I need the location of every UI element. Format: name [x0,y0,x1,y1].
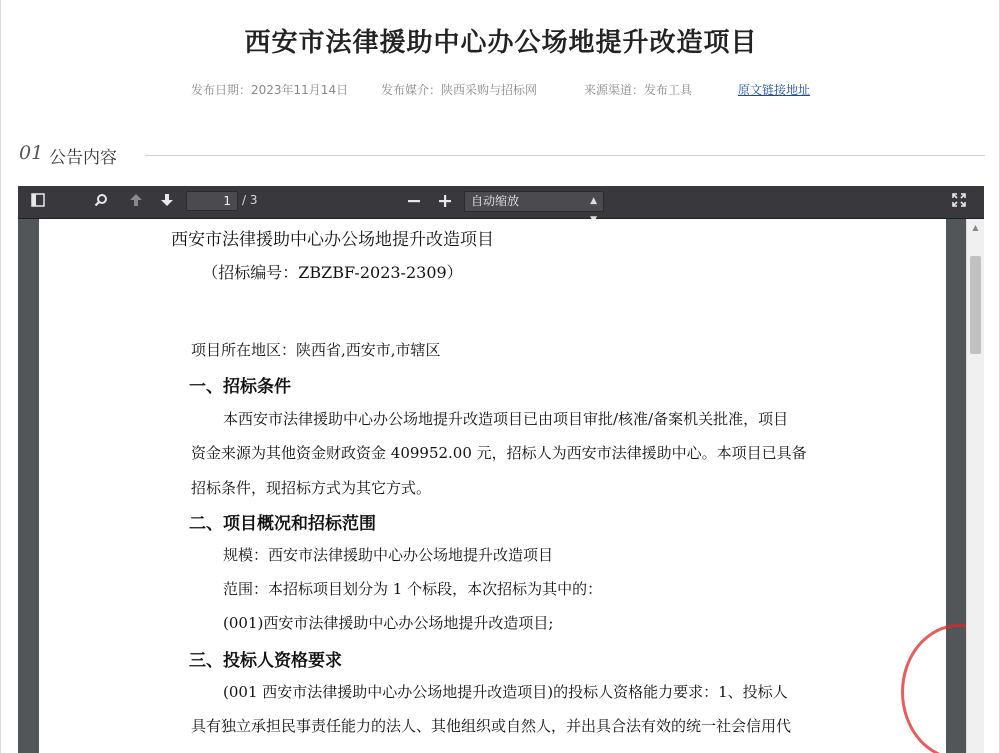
doc-scale: 规模：西安市法律援助中心办公场地提升改造项目 [223,546,554,564]
doc-paragraph-line: 本西安市法律援助中心办公场地提升改造项目已由项目审批/核准/备案机关批准，项目 [223,410,789,428]
doc-heading-1: 一、招标条件 [189,377,291,397]
pdf-viewer [18,186,984,753]
doc-lot: (001)西安市法律援助中心办公场地提升改造项目; [223,614,554,632]
doc-title: 西安市法律援助中心办公场地提升改造项目 [171,230,494,250]
pdf-toolbar [18,186,984,219]
presentation-mode-icon[interactable] [947,191,971,213]
scrollbar-thumb[interactable] [970,256,981,354]
updown-arrow-icon: ▲ [590,196,597,206]
page-title: 西安市法律援助中心办公场地提升改造项目 [244,28,758,58]
doc-paragraph-line: (001 西安市法律援助中心办公场地提升改造项目)的投标人资格能力要求：1、投标人 [223,683,788,701]
scrollbar[interactable] [966,219,984,753]
doc-heading-3: 三、投标人资格要求 [189,651,342,671]
page-number-input[interactable]: 1 [186,191,238,211]
doc-paragraph-line: 资金来源为其他资金财政资金 409952.00 元，招标人为西安市法律援助中心。本项目已具备 [191,444,807,462]
meta-info [1,81,1000,99]
sidebar-toggle-icon[interactable] [26,191,50,213]
doc-heading-2: 二、项目概况和招标范围 [189,514,376,534]
section-header [19,142,985,168]
search-icon[interactable] [89,191,113,213]
minus-icon[interactable] [402,191,426,213]
doc-paragraph-line: 招标条件，现招标方式为其它方式。 [191,479,432,497]
arrow-down-icon[interactable] [155,191,179,213]
publish-media: 发布媒介：陕西采购与招标网 [381,83,538,97]
page-total: / 3 [242,193,258,207]
document-area[interactable] [18,219,967,753]
scroll-up-arrow-icon[interactable]: ▲ [972,223,979,232]
doc-scope: 范围：本招标项目划分为 1 个标段，本次招标为其中的： [223,580,603,598]
publish-date: 发布日期：2023年11月14日 [191,83,349,97]
section-title: 公告内容 [49,148,117,168]
section-divider [145,155,985,156]
doc-tender-number: （招标编号：ZBZBF-2023-2309） [202,263,463,282]
plus-icon[interactable] [433,191,457,213]
zoom-select[interactable] [464,191,604,212]
section-number: 01 [19,142,44,164]
pdf-page [39,219,946,753]
doc-region: 项目所在地区：陕西省,西安市,市辖区 [191,341,441,359]
doc-paragraph-line: 具有独立承担民事责任能力的法人、其他组织或自然人，并出具合法有效的统一社会信用代 [191,717,792,735]
source-channel: 来源渠道：发布工具 [584,83,693,97]
arrow-up-icon[interactable] [124,191,148,213]
zoom-value: 自动缩放 [471,194,520,208]
original-link[interactable]: 原文链接地址 [738,83,811,97]
